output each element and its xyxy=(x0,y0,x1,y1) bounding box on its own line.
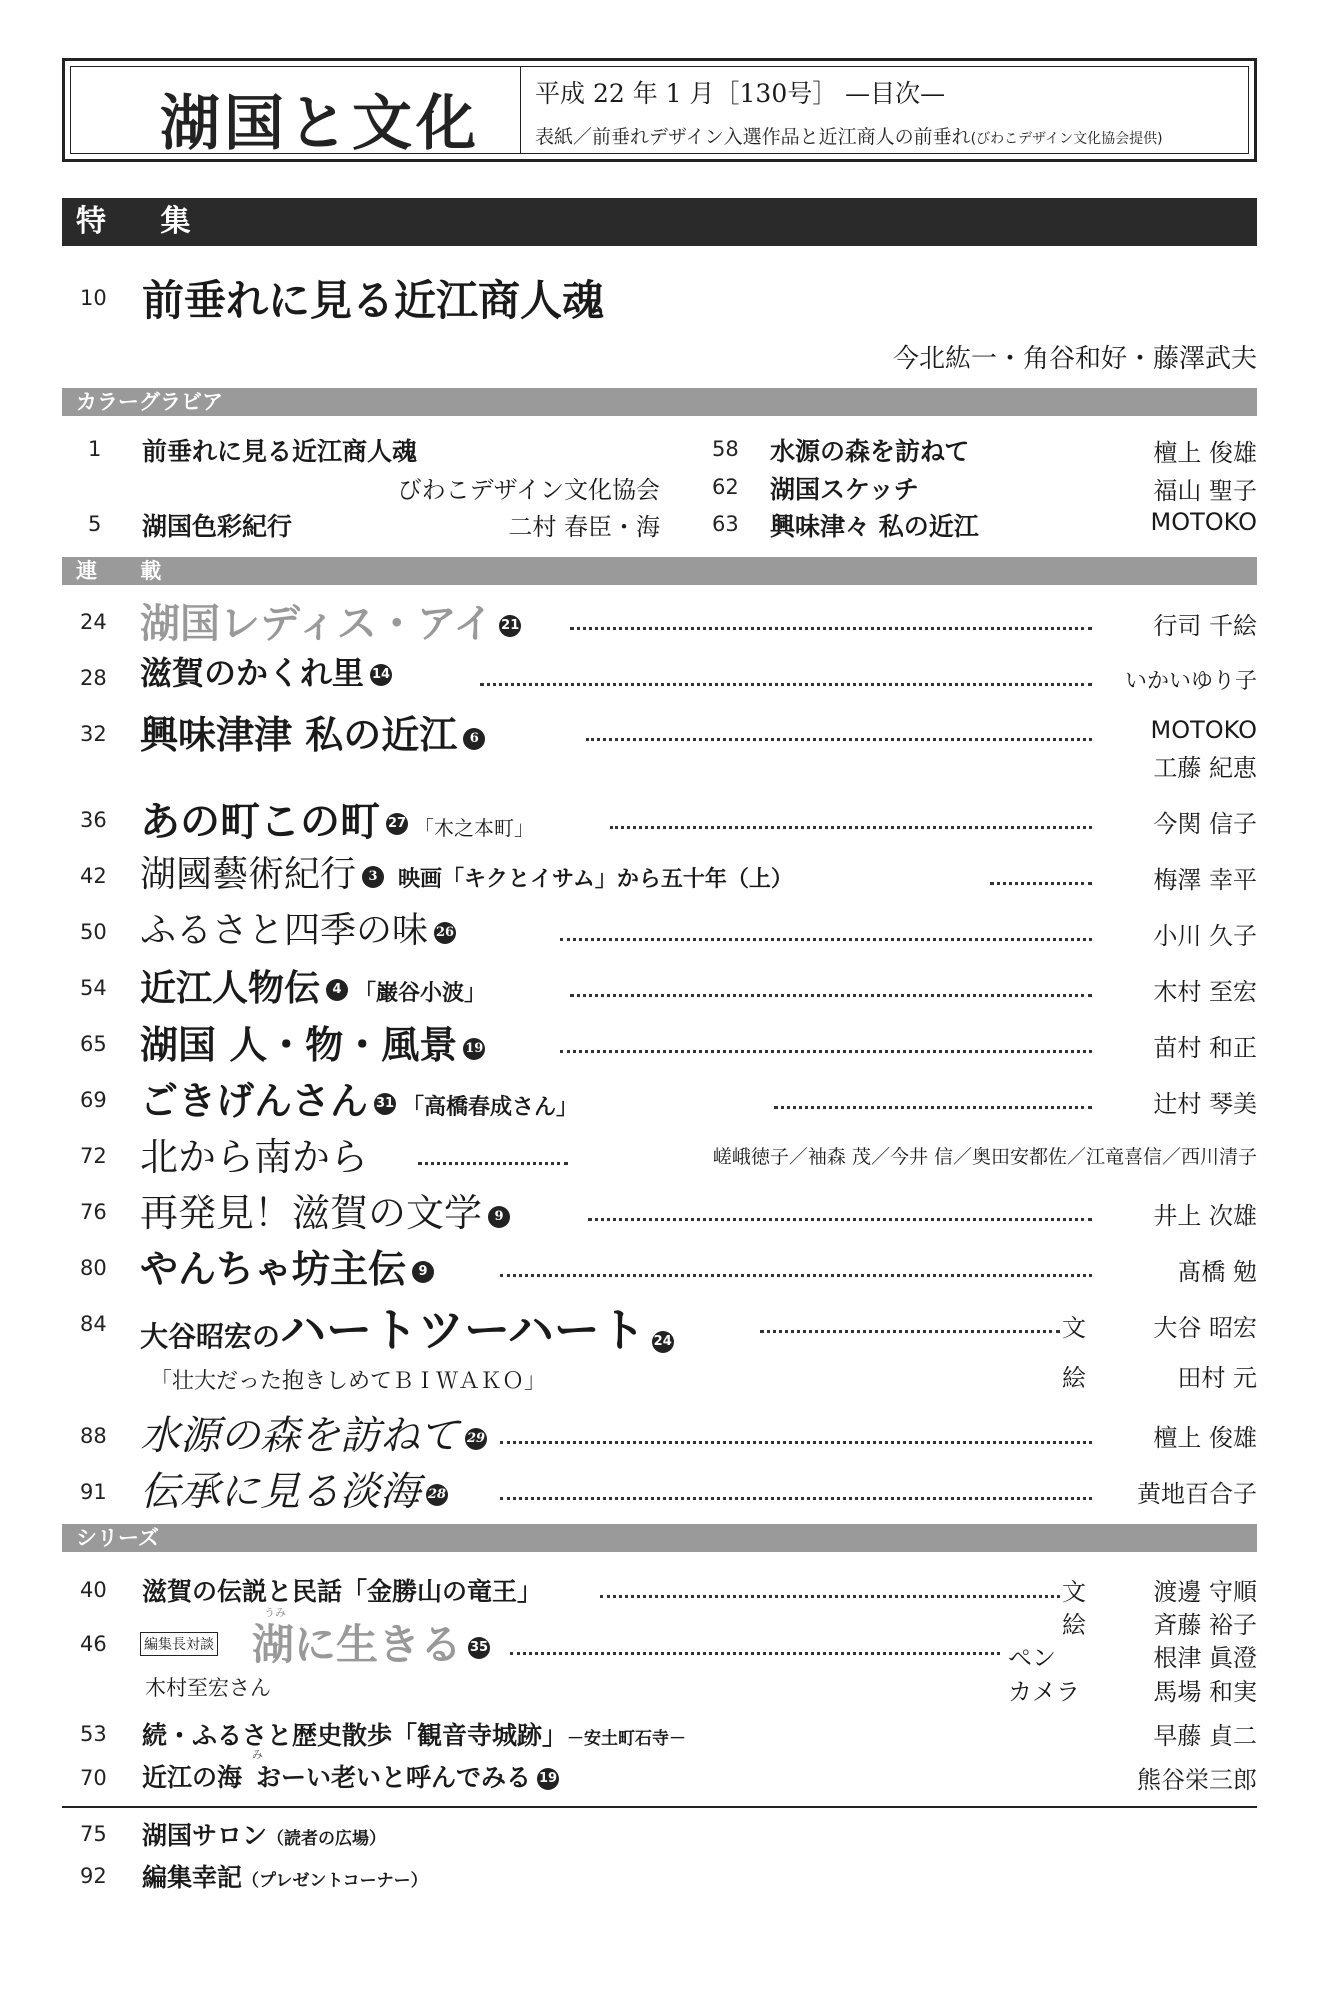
issue-number-badge: 29 xyxy=(465,1428,487,1450)
gravure-title[interactable]: 水源の森を訪ねて xyxy=(770,437,970,466)
editor-talk-tag: 編集長対談 xyxy=(140,1632,218,1656)
gravure-author: 檀上 俊雄 xyxy=(1153,439,1257,467)
serial-page: 32 xyxy=(80,722,107,746)
serial-subtitle: 「壮大だった抱きしめてＢＩＷＡＫＯ」 xyxy=(150,1369,547,1394)
role-label: 絵 xyxy=(1062,1364,1086,1392)
series-page: 70 xyxy=(80,1766,107,1790)
leader-dots xyxy=(760,1330,1060,1333)
serial-title[interactable] xyxy=(140,1014,485,1069)
serial-title-text: 滋賀のかくれ里 xyxy=(140,654,365,692)
serial-subtitle: 「木之本町」 xyxy=(414,816,534,840)
serial-author: 黄地百合子 xyxy=(1137,1480,1257,1508)
gravure-page: 62 xyxy=(712,475,739,499)
series-title[interactable] xyxy=(252,1612,490,1672)
role-label: 絵 xyxy=(1062,1611,1086,1639)
gravure-author: 二村 春臣・海 xyxy=(508,513,660,541)
serial-title[interactable] xyxy=(140,790,534,847)
leader-dots xyxy=(560,1050,1092,1053)
gravure-page: 5 xyxy=(88,512,102,536)
leader-dots xyxy=(588,1218,1092,1221)
gravure-title[interactable]: 湖国色彩紀行 xyxy=(142,512,293,541)
section-series: シリーズ xyxy=(62,1524,1257,1552)
serial-page: 69 xyxy=(80,1088,107,1112)
gravure-author: 福山 聖子 xyxy=(1153,477,1257,505)
serial-title[interactable] xyxy=(140,648,392,694)
leader-dots xyxy=(500,1441,1092,1444)
serial-author: 苗村 和正 xyxy=(1153,1034,1257,1062)
serial-page: 24 xyxy=(80,610,107,634)
series-title-text: おーい老いと呼んでみる xyxy=(256,1763,532,1792)
footer-rule xyxy=(62,1806,1257,1808)
gravure-page: 58 xyxy=(712,437,739,461)
leader-dots xyxy=(510,1652,1000,1655)
issue-number-badge: 9 xyxy=(488,1206,510,1228)
serial-page: 80 xyxy=(80,1256,107,1280)
leader-dots xyxy=(774,1106,1092,1109)
serial-author: 檀上 俊雄 xyxy=(1153,1424,1257,1452)
ruby-reading: み xyxy=(252,1748,263,1761)
footer-title-text: 湖国サロン xyxy=(142,1821,268,1850)
series-title-text: 続・ふるさと歴史散歩「観音寺城跡」 xyxy=(142,1721,568,1750)
cover-credit: (びわこデザイン文化協会提供) xyxy=(970,131,1163,147)
role-label: 文 xyxy=(1062,1314,1086,1342)
leader-dots xyxy=(600,1595,1060,1598)
serial-author-2: 工藤 紀恵 xyxy=(1153,754,1257,782)
footer-page: 75 xyxy=(80,1822,107,1846)
gravure-author: MOTOKO xyxy=(1150,508,1257,536)
series-title-suffix: －安土町石寺－ xyxy=(567,1729,687,1749)
serial-title-text: 伝承に見る淡海 xyxy=(140,1469,420,1515)
serial-page: 88 xyxy=(80,1424,107,1448)
issue-number-badge: 14 xyxy=(370,664,392,686)
serial-author: MOTOKO xyxy=(1150,716,1257,744)
issue-number-badge: 6 xyxy=(463,728,485,750)
serial-title-text: やんちゃ坊主伝 xyxy=(140,1247,407,1291)
footer-note: （読者の広場） xyxy=(267,1829,387,1849)
guest-name: 木村至宏さん xyxy=(145,1676,271,1700)
role-label: 文 xyxy=(1062,1578,1086,1606)
leader-dots xyxy=(560,938,1092,941)
serial-title-text: ごきげんさん xyxy=(140,1079,369,1123)
serial-title-text: 興味津津 私の近江 xyxy=(140,712,458,757)
gravure-title[interactable]: 湖国スケッチ xyxy=(770,475,919,504)
serial-subtitle: 「巌谷小波」 xyxy=(354,981,487,1006)
serial-title-text: 水源の森を訪ねて xyxy=(140,1413,459,1459)
issue-number-badge: 19 xyxy=(537,1768,559,1790)
serial-title[interactable] xyxy=(140,1460,448,1517)
issue-number-badge: 31 xyxy=(374,1093,396,1115)
serial-author: 行司 千絵 xyxy=(1153,612,1257,640)
section-serial: 連 載 xyxy=(62,557,1257,585)
serial-title-text: ふるさと四季の味 xyxy=(140,910,429,951)
serial-title[interactable] xyxy=(140,960,486,1011)
serial-title-text: 湖国レディス・アイ xyxy=(140,601,494,647)
leader-dots xyxy=(610,826,1092,829)
feature-page: 10 xyxy=(80,286,107,310)
issue-number-badge: 35 xyxy=(468,1637,490,1659)
serial-title-text: 湖国 人・物・風景 xyxy=(140,1022,458,1067)
series-page: 53 xyxy=(80,1722,107,1746)
serial-title-text: 再発見！滋賀の文学 xyxy=(140,1191,483,1235)
serial-author: 辻村 琴美 xyxy=(1153,1090,1257,1118)
serial-title-text: ハートツーハート xyxy=(280,1303,646,1357)
serial-page: 42 xyxy=(80,864,107,888)
serial-page: 76 xyxy=(80,1200,107,1224)
serial-author: 大谷 昭宏 xyxy=(1153,1314,1257,1342)
serial-author: 髙橋 勉 xyxy=(1177,1258,1257,1286)
gravure-page: 63 xyxy=(712,512,739,536)
serial-title[interactable] xyxy=(140,846,793,897)
series-page: 40 xyxy=(80,1578,107,1602)
serial-author: いかいゆり子 xyxy=(1124,669,1257,694)
serial-title[interactable]: 北から南から xyxy=(140,1135,369,1179)
series-author: 根津 眞澄 xyxy=(1153,1644,1257,1672)
series-author: 熊谷栄三郎 xyxy=(1137,1766,1257,1794)
serial-author: 嵯峨徳子／袖森 茂／今井 信／奥田安都佐／江竜喜信／西川清子 xyxy=(712,1146,1257,1168)
feature-title[interactable]: 前垂れに見る近江商人魂 xyxy=(142,276,605,325)
leader-dots xyxy=(418,1162,568,1165)
series-title[interactable]: 滋賀の伝説と民話「金勝山の竜王」 xyxy=(142,1577,543,1606)
serial-author: 小川 久子 xyxy=(1153,922,1257,950)
serial-title[interactable] xyxy=(140,592,521,649)
series-page: 46 xyxy=(80,1632,107,1656)
serial-subtitle: 「高橋春成さん」 xyxy=(402,1095,579,1120)
leader-dots xyxy=(990,882,1092,885)
serial-page: 72 xyxy=(80,1144,107,1168)
cover-text: 表紙／前垂れデザイン入選作品と近江商人の前垂れ xyxy=(535,126,971,148)
serial-title[interactable] xyxy=(140,1238,434,1293)
gravure-title[interactable]: 前垂れに見る近江商人魂 xyxy=(142,437,418,466)
footer-title[interactable] xyxy=(142,1816,386,1852)
issue-number-badge: 27 xyxy=(386,813,408,835)
issue-number-badge: 24 xyxy=(652,1331,674,1353)
issue-number-badge: 3 xyxy=(362,866,384,888)
leader-dots xyxy=(500,1274,1092,1277)
serial-author: 井上 次雄 xyxy=(1153,1202,1257,1230)
leader-dots xyxy=(570,994,1092,997)
series-title[interactable] xyxy=(142,1758,559,1794)
series-title-text: 湖に生きる xyxy=(252,1620,463,1669)
role-label: カメラ xyxy=(1008,1678,1080,1706)
serial-author: 今関 信子 xyxy=(1153,810,1257,838)
header-divider xyxy=(520,66,521,154)
series-author: 早藤 貞二 xyxy=(1153,1722,1257,1750)
issue-line: 平成 22 年 1 月［130号］ —目次— xyxy=(535,79,946,108)
leader-dots xyxy=(500,1497,1092,1500)
feature-authors: 今北紘一・角谷和好・藤澤武夫 xyxy=(892,344,1257,374)
section-gravure: カラーグラビア xyxy=(62,388,1257,416)
serial-page: 50 xyxy=(80,920,107,944)
issue-number-badge: 4 xyxy=(326,979,348,1001)
ruby-reading: うみ xyxy=(264,1606,286,1619)
footer-page: 92 xyxy=(80,1864,107,1888)
serial-page: 91 xyxy=(80,1480,107,1504)
serial-page: 84 xyxy=(80,1312,107,1336)
serial-page: 36 xyxy=(80,808,107,832)
gravure-author: びわこデザイン文化協会 xyxy=(397,476,660,504)
serial-title[interactable] xyxy=(140,902,456,953)
serial-title[interactable] xyxy=(140,1294,674,1360)
issue-number-badge: 21 xyxy=(499,615,521,637)
issue-number-badge: 28 xyxy=(426,1484,448,1506)
serial-title[interactable] xyxy=(140,1070,578,1125)
series-author: 斉藤 裕子 xyxy=(1153,1611,1257,1639)
leader-dots xyxy=(570,627,1092,630)
serial-title-text: 近江人物伝 xyxy=(140,968,321,1009)
serial-title-text: 湖國藝術紀行 xyxy=(140,854,357,895)
series-title[interactable] xyxy=(142,1716,686,1752)
footer-title[interactable] xyxy=(142,1858,428,1894)
leader-dots xyxy=(480,683,1092,686)
serial-author: 梅澤 幸平 xyxy=(1153,866,1257,894)
gravure-page: 1 xyxy=(88,437,102,461)
magazine-title: 湖国と文化 xyxy=(160,89,480,159)
cover-description xyxy=(535,122,1163,149)
gravure-title[interactable]: 興味津々 私の近江 xyxy=(770,512,979,541)
issue-number-badge: 9 xyxy=(412,1261,434,1283)
leader-dots xyxy=(586,738,1092,741)
serial-page: 65 xyxy=(80,1032,107,1056)
series-title-text: 近江の海 xyxy=(142,1763,243,1792)
series-author: 馬場 和実 xyxy=(1153,1678,1257,1706)
issue-number-badge: 19 xyxy=(463,1038,485,1060)
serial-title-text: あの町この町 xyxy=(140,799,380,845)
serial-title[interactable] xyxy=(140,1182,510,1237)
serial-author-2: 田村 元 xyxy=(1177,1364,1257,1392)
role-label: ペン xyxy=(1008,1644,1056,1672)
serial-title-prefix: 大谷昭宏の xyxy=(140,1320,281,1353)
serial-subtitle: 映画「キクとイサム」から五十年（上） xyxy=(398,866,793,892)
serial-page: 28 xyxy=(80,666,107,690)
serial-title[interactable] xyxy=(140,704,485,759)
series-author: 渡邊 守順 xyxy=(1153,1578,1257,1606)
issue-number-badge: 26 xyxy=(434,922,456,944)
footer-title-text: 編集幸記 xyxy=(142,1863,243,1892)
section-feature: 特 集 xyxy=(62,198,1257,246)
serial-author: 木村 至宏 xyxy=(1153,978,1257,1006)
serial-page: 54 xyxy=(80,976,107,1000)
serial-title[interactable] xyxy=(140,1404,487,1461)
footer-note: （プレゼントコーナー） xyxy=(242,1871,428,1891)
